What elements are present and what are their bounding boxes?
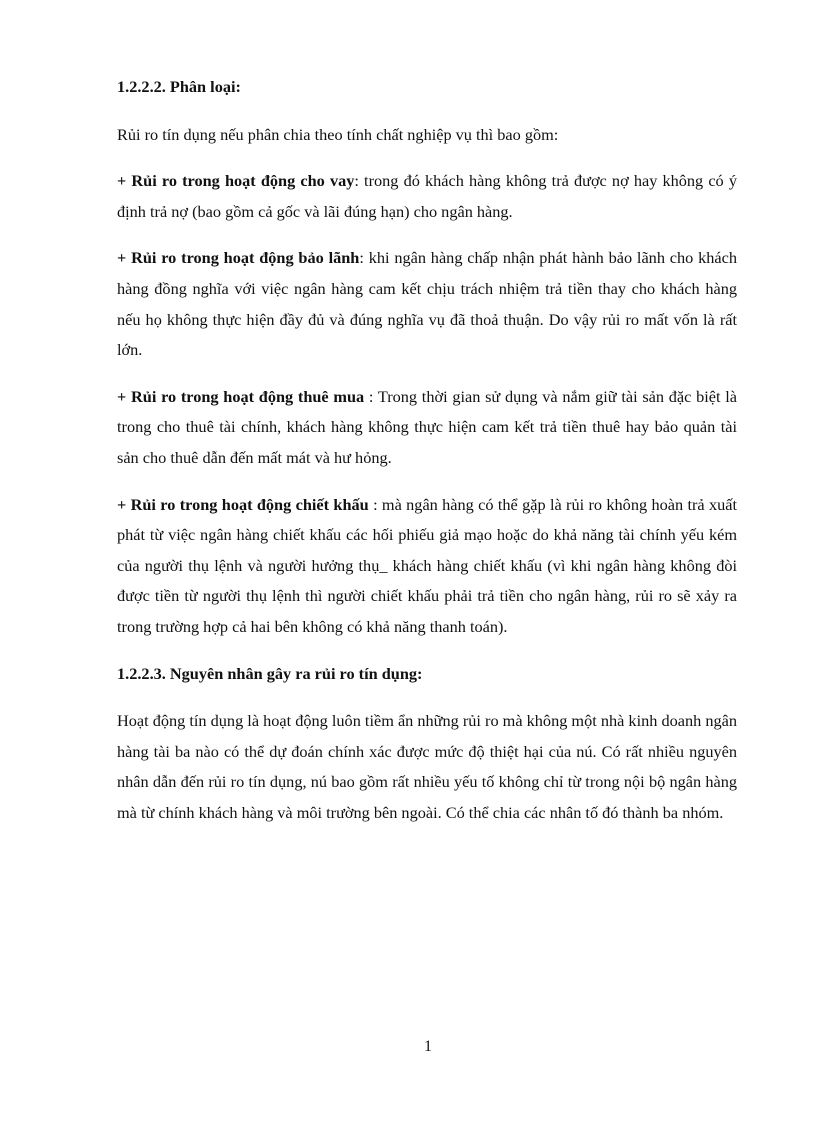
risk-item-text: : trong đó khách hàng không trả được nợ hay không có ý định trả nợ (bao gồm cả gốc và lãi đúng hạn) cho ngân hàng. xyxy=(117,171,737,221)
causes-paragraph: Hoạt động tín dụng là hoạt động luôn tiềm ẩn những rủi ro mà không một nhà kinh doanh ngân hàng tài ba nào có thể dự đoán chính xác được mức độ thiệt hại của nú. Có rất nhiều nguyên nhân dẫn đến rủi ro tín dụng, nú bao gồm rất nhiều yếu tố không chỉ từ trong nội bộ ngân hàng mà từ chính khách hàng và môi trường bên ngoài. Có thể chia các nhân tố đó thành ba nhóm. xyxy=(117,711,737,822)
risk-item-lending xyxy=(117,166,737,227)
risk-item-lead: + Rủi ro trong hoạt động chiết khấu xyxy=(117,494,369,514)
risk-item-lead: + Rủi ro trong hoạt động bảo lãnh xyxy=(117,248,360,268)
section-heading-classification: 1.2.2.2. Phân loại: xyxy=(117,77,241,96)
risk-item-discount xyxy=(117,490,737,643)
risk-item-leasing xyxy=(117,382,737,474)
intro-paragraph: Rủi ro tín dụng nếu phân chia theo tính chất nghiệp vụ thì bao gồm: xyxy=(117,124,559,144)
risk-item-lead: + Rủi ro trong hoạt động thuê mua xyxy=(117,386,365,406)
page-number: 1 xyxy=(424,1038,432,1055)
risk-item-guarantee xyxy=(117,243,737,365)
risk-item-text: : Trong thời gian sử dụng và nắm giữ tài sản đặc biệt là trong cho thuê tài chính, khách hàng không thực hiện cam kết trả tiền thuê hay bảo quản tài sản cho thuê dẫn đến mất mát và hư hỏng. xyxy=(117,386,737,467)
risk-item-text: : mà ngân hàng có thể gặp là rủi ro không hoàn trả xuất phát từ việc ngân hàng chiết khấu các hối phiếu giả mạo hoặc do khả năng tài chính yếu kém của người thụ lệnh và người hưởng thụ_ khách hàng chiết khấu (vì khi ngân hàng không đòi được tiền từ người thụ lệnh thì người chiết khấu phải trả tiền cho ngân hàng, rủi ro sẽ xảy ra trong trường hợp cả hai bên không có khả năng thanh toán). xyxy=(117,494,737,636)
risk-item-text: : khi ngân hàng chấp nhận phát hành bảo lãnh cho khách hàng đồng nghĩa với việc ngân hàng cam kết chịu trách nhiệm trả tiền thay cho khách hàng nếu họ không thực hiện đầy đủ và đúng nghĩa vụ đã thoả thuận. Do vậy rủi ro mất vốn là rất lớn. xyxy=(117,248,737,360)
section-heading-causes: 1.2.2.3. Nguyên nhân gây ra rủi ro tín dụng: xyxy=(117,663,423,683)
document-body xyxy=(117,72,737,844)
risk-item-lead: + Rủi ro trong hoạt động cho vay xyxy=(117,171,355,191)
